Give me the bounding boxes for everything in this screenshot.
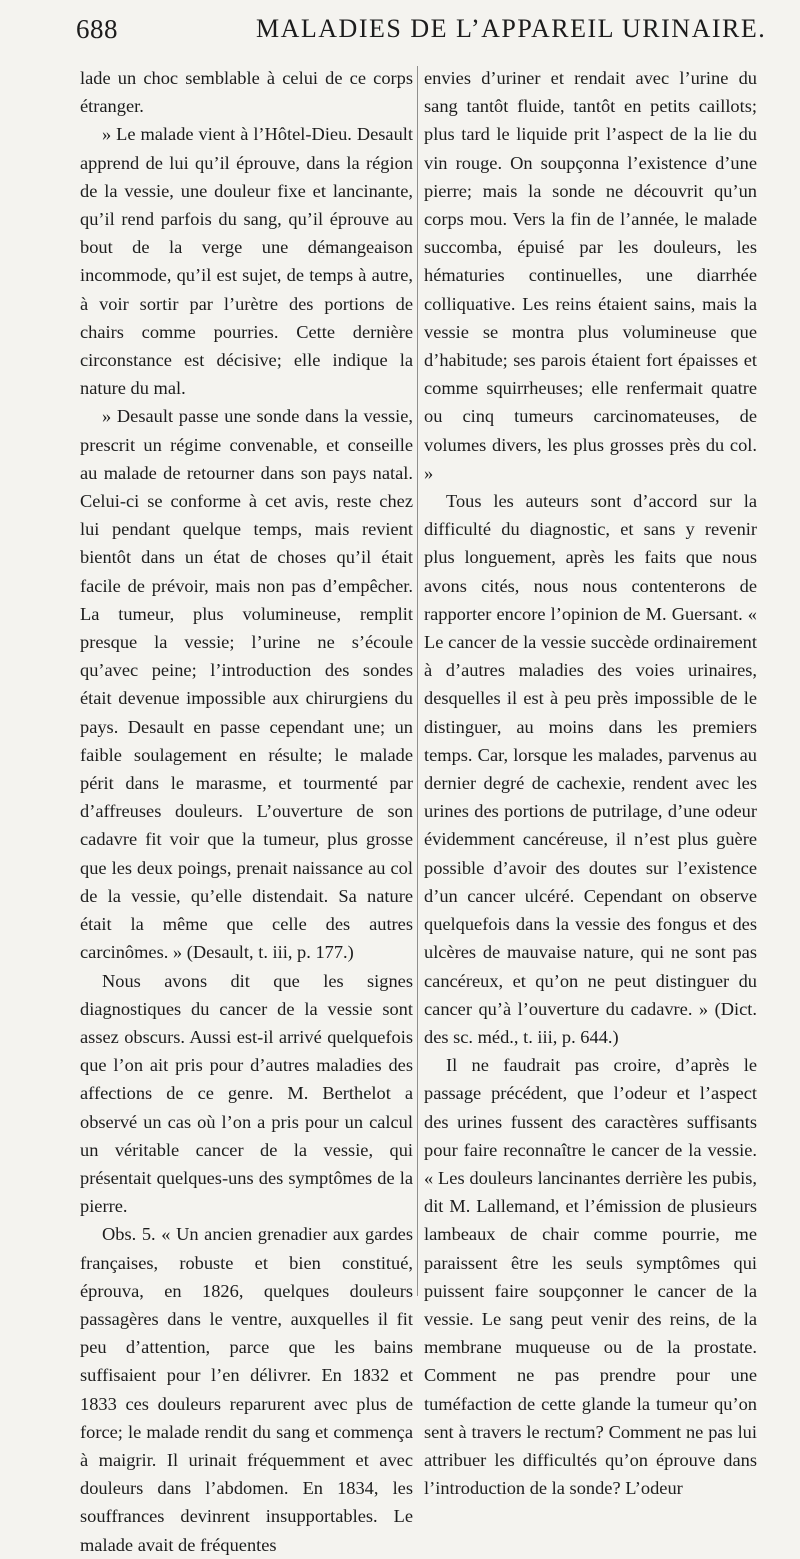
left-paragraph-1: lade un choc semblable à celui de ce corps étranger. — [80, 68, 413, 117]
column-divider — [417, 66, 418, 1296]
page-header — [76, 14, 776, 54]
left-paragraph-5: Obs. 5. « Un ancien grenadier aux gardes françaises, robuste et bien constitué, éprouva, en 1826, quelques douleurs passagères dans le ventre, auxquelles il fit peu d’attention, parce que les bains suffisaient pour l’en délivrer. En 1832 et 1833 ces douleurs reparurent avec plus de force; le malade rendit du sang et commença à maigrir. Il urinait fréquemment et avec douleurs dans l’abdomen. En 1834, les souffrances devinrent insupportables. Le malade avait de fréquentes — [80, 1224, 413, 1555]
left-paragraph-3: » Desault passe une sonde dans la vessie, prescrit un régime convenable, et conseille au malade de retourner dans son pays natal. Celui-ci se conforme à cet avis, reste chez lui pendant quelque temps, mais revient bientôt dans un état de choses qu’il était facile de prévoir, mais non pas d’empêcher. La tumeur, plus volumineuse, remplit presque la vessie; l’urine ne s’écoule qu’avec peine; l’introduction des sondes était devenue impossible aux chirurgiens du pays. Desault en passe cependant une; un faible soulagement en résulte; le malade périt dans le marasme, et tourmenté par d’affreuses douleurs. L’ouverture de son cadavre fit voir que la tumeur, plus grosse que les deux poings, prenait naissance au col de la vessie, qu’elle distendait. Sa nature était la même que celle des autres carcinômes. » (Desault, t. iii, p. 177.) — [80, 406, 413, 963]
running-title: MALADIES DE L’APPAREIL URINAIRE. — [256, 14, 767, 43]
right-paragraph-3: Il ne faudrait pas croire, d’après le passage précédent, que l’odeur et l’aspect des urines fussent des caractères suffisants pour faire reconnaître le cancer de la vessie. « Les douleurs lancinantes derrière les pubis, dit M. Lallemand, et l’émission de plusieurs lambeaux de chair comme pourrie, me paraissent être les seuls symptômes qui puissent faire soupçonner le cancer de la vessie. Le sang peut venir des reins, de la membrane muqueuse ou de la prostate. Comment ne pas prendre pour une tuméfaction de cette glande la tumeur qu’on sent à travers le rectum? Comment ne pas lui attribuer les difficultés qu’on éprouve dans l’introduction de la sonde? L’odeur — [424, 1055, 757, 1499]
left-column — [80, 64, 413, 1559]
right-paragraph-1: envies d’uriner et rendait avec l’urine du sang tantôt fluide, tantôt en petits caillots; plus tard le liquide prit l’aspect de la lie du vin rouge. On soupçonna l’existence d’une pierre; mais la sonde ne découvrit qu’un corps mou. Vers la fin de l’année, le malade succomba, épuisé par les douleurs, les hématuries continuelles, une diarrhée colliquative. Les reins étaient sains, mais la vessie se montra plus volumineuse que d’habitude; ses parois étaient fort épaisses et comme squirrheuses; elle renfermait quatre ou cinq tumeurs carcinomateuses, de volumes divers, les plus grosses près du col. » — [424, 68, 757, 483]
page-number: 688 — [76, 14, 118, 44]
left-paragraph-2: » Le malade vient à l’Hôtel-Dieu. Desault apprend de lui qu’il éprouve, dans la région de la vessie, une douleur fixe et lancinante, qu’il rend parfois du sang, qu’il éprouve au bout de la verge une démangeaison incommode, qu’il est sujet, de temps à autre, à voir sortir par l’urètre des portions de chairs comme pourries. Cette dernière circonstance est décisive; elle indique la nature du mal. — [80, 124, 413, 399]
left-paragraph-4: Nous avons dit que les signes diagnostiques du cancer de la vessie sont assez obscurs. Aussi est-il arrivé quelquefois que l’on ait pris pour d’autres maladies des affections de ce genre. M. Berthelot a observé un cas où l’on a pris pour un calcul un véritable cancer de la vessie, qui présentait quelques-uns des symptômes de la pierre. — [80, 970, 413, 1217]
right-column — [424, 64, 757, 1502]
right-paragraph-2: Tous les auteurs sont d’accord sur la difficulté du diagnostic, et sans y revenir plus longuement, après les faits que nous avons cités, nous nous contenterons de rapporter encore l’opinion de M. Guersant. « Le cancer de la vessie succède ordinairement à d’autres maladies des voies urinaires, desquelles il est à peu près impossible de le distinguer, au moins dans les premiers temps. Car, lorsque les malades, parvenus au dernier degré de cachexie, rendent avec les urines des portions de putrilage, d’une odeur évidemment cancéreuse, il n’est plus guère possible d’avoir des doutes sur l’existence d’un cancer ulcéré. Cependant on observe quelquefois dans la vessie des fongus et des ulcères de mauvaise nature, qui ne sont pas cancéreux, et qu’on ne peut distinguer du cancer qu’à l’ouverture du cadavre. » (Dict. des sc. méd., t. iii, p. 644.) — [424, 491, 757, 1047]
